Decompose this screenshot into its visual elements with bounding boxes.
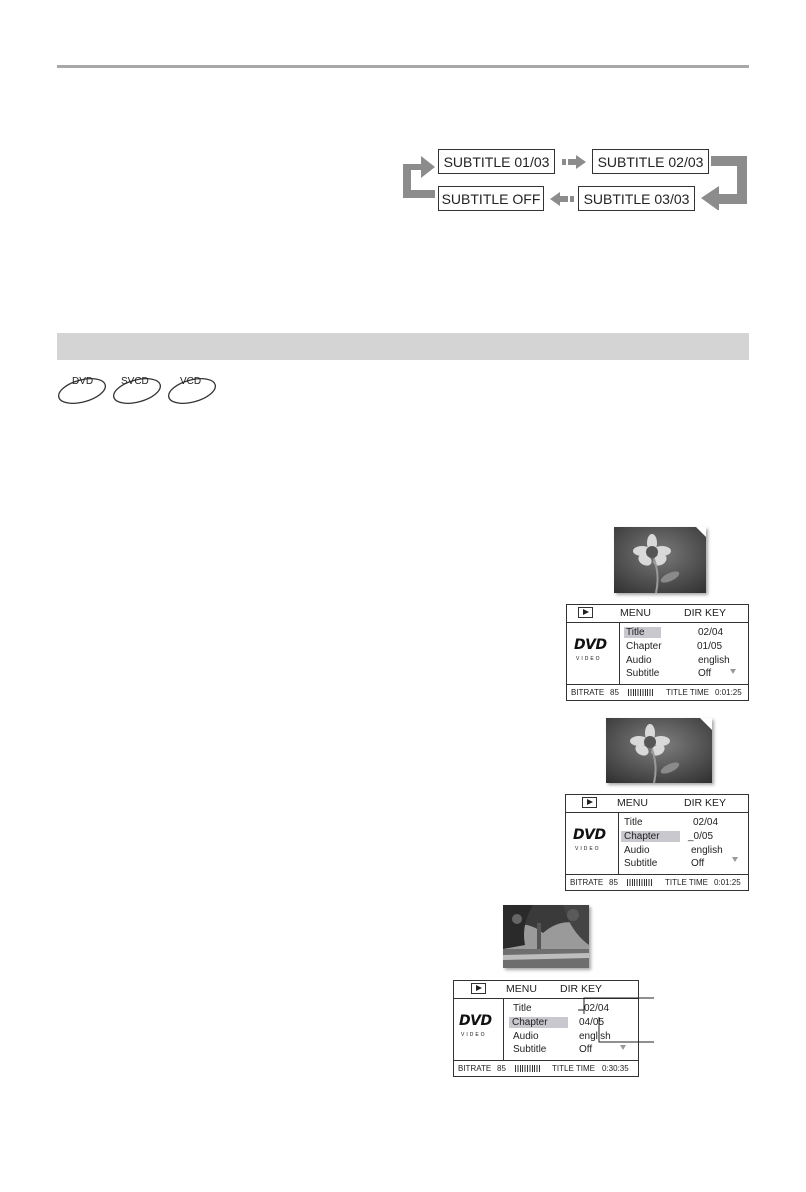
menu-label: MENU [617,797,648,809]
play-icon [471,983,486,994]
dvd-video-logo [567,622,620,685]
osd-row-audio-value: english [698,655,730,666]
osd-row-subtitle-value: Off [579,1044,593,1055]
dvd-video-logo [454,998,504,1061]
title-time-label: TITLE TIME [552,1064,595,1073]
osd-row-title-label: Title [513,1003,532,1014]
subtitle-box-off: SUBTITLE OFF [438,186,544,211]
osd-row-subtitle-label: Subtitle [513,1044,547,1055]
callout-lines [570,990,654,1050]
bitrate-bars-icon [628,689,654,696]
osd-row-chapter-value: _0/05 [688,831,714,842]
video-thumbnail-flower-2 [606,718,712,783]
arrow-right-icon [562,155,588,169]
dir-key-label: DIR KEY [684,797,727,809]
menu-label: MENU [506,983,537,995]
osd-panel-1 [566,604,749,701]
title-time-value: 0:01:25 [715,688,742,697]
bitrate-bars-icon [515,1065,541,1072]
dvd-disc-icon [56,374,112,406]
arrow-left-icon [548,192,574,206]
osd-header [567,605,748,623]
video-logo-text: VIDEO [461,1032,487,1038]
osd-row-title-value: 02/04 [693,817,719,828]
osd-header [566,795,748,813]
osd-row-chapter-label: Chapter [509,1017,568,1028]
osd-row-chapter-value: 01/05 [697,641,723,652]
dvd-logo-text: DVD [459,1013,492,1029]
bitrate-label: BITRATE [571,688,605,697]
bitrate-bars-icon [627,879,653,886]
video-logo-text: VIDEO [576,656,602,662]
play-icon [578,607,593,618]
title-time-label: TITLE TIME [665,878,708,887]
video-thumbnail-flower-1 [614,527,706,593]
osd-row-subtitle-label: Subtitle [624,858,658,869]
osd-row-title-value: 02/04 [698,627,724,638]
osd-row-title-label: Title [624,627,661,638]
bitrate-label: BITRATE [458,1064,492,1073]
osd-row-title-value: 02/04 [584,1003,610,1014]
scroll-down-icon [732,857,738,862]
title-time-value: 0:01:25 [714,878,741,887]
bitrate-label: BITRATE [570,878,604,887]
osd-row-audio-label: Audio [624,845,650,856]
video-thumbnail-landscape [503,905,589,968]
subtitle-box-03: SUBTITLE 03/03 [578,186,695,211]
bitrate-value: 85 [497,1064,506,1073]
dvd-logo-text: DVD [573,827,606,843]
svcd-disc-label: SVCD [121,376,149,387]
dvd-video-logo [566,812,619,875]
osd-row-audio-label: Audio [513,1031,539,1042]
bitrate-value: 85 [610,688,619,697]
osd-footer [566,874,748,890]
osd-row-chapter-label: Chapter [626,641,662,652]
loop-arrow-right-icon [697,150,749,210]
dir-key-label: DIR KEY [560,983,603,995]
subtitle-box-02: SUBTITLE 02/03 [592,149,709,174]
header-rule [57,65,749,68]
osd-footer [567,684,748,700]
title-time-value: 0:30:35 [602,1064,629,1073]
osd-row-subtitle-label: Subtitle [626,668,660,679]
osd-row-audio-value: english [579,1031,611,1042]
dir-key-label: DIR KEY [684,607,727,619]
title-time-label: TITLE TIME [666,688,709,697]
osd-row-chapter-value: 04/05 [579,1017,605,1028]
menu-label: MENU [620,607,651,619]
play-icon [582,797,597,808]
osd-row-title-label: Title [624,817,643,828]
osd-panel-2 [565,794,749,891]
vcd-disc-label: VCD [180,376,202,387]
loop-arrow-left-icon [395,150,437,210]
dvd-disc-label: DVD [72,376,94,387]
dvd-logo-text: DVD [574,637,607,653]
svcd-disc-icon [111,374,167,406]
osd-row-audio-label: Audio [626,655,652,666]
osd-row-subtitle-value: Off [698,668,712,679]
osd-row-subtitle-value: Off [691,858,705,869]
subtitle-box-01: SUBTITLE 01/03 [438,149,555,174]
section-header-bar [57,333,749,360]
scroll-down-icon [730,669,736,674]
osd-row-audio-value: english [691,845,723,856]
vcd-disc-icon [166,374,222,406]
bitrate-value: 85 [609,878,618,887]
osd-footer [454,1060,638,1076]
osd-row-chapter-label: Chapter [621,831,680,842]
video-logo-text: VIDEO [575,846,601,852]
